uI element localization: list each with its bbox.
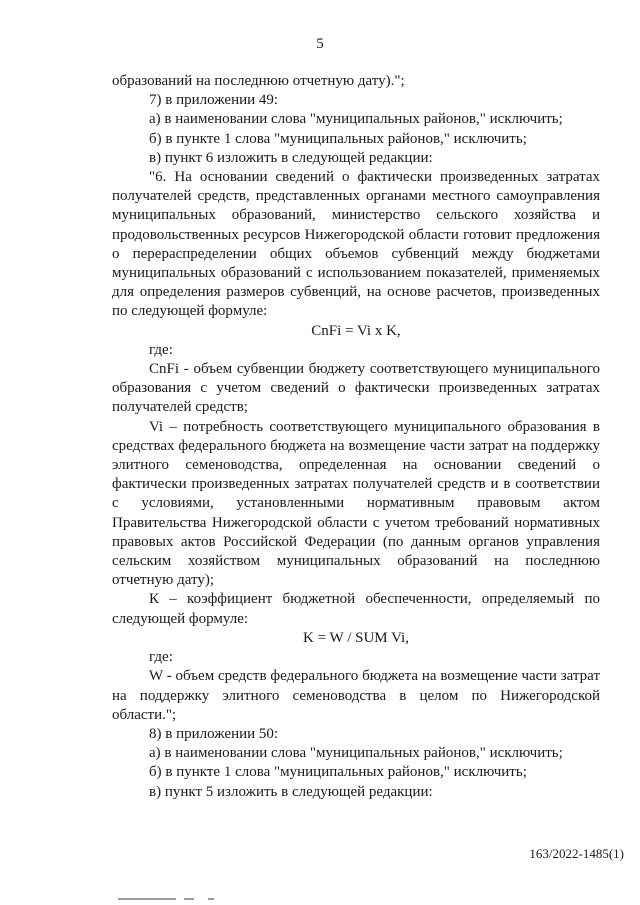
- item-8b: б) в пункте 1 слова "муниципальных районов," исключить;: [149, 764, 527, 781]
- definition-cnfi: CnFi - объем субвенции бюджету соответствующего муниципального образования с учетом сведений о фактически произведенных затратах получателей средств;: [112, 361, 600, 416]
- document-registration-code: 163/2022-1485(1): [529, 846, 624, 861]
- page-number: 5: [316, 36, 324, 52]
- definition-vi: Vi – потребность соответствующего муниципального образования в средствах федерального бюджета на возмещение части затрат на поддержку элитного семеноводства, определенная на основании сведений о фактически произведенных затратах получателей средств и в соответствии с условиями, установленными нормативным правовым актом Правительства Нижегородской области с учетом требований нормативных правовых актов Российской Федерации (по данным органов управления сельским хозяйством муниципальных образований на последнюю отчетную дату);: [112, 418, 600, 589]
- formula-cnfi: CnFi = Vi x K,: [311, 322, 401, 339]
- item-7c: в) пункт 6 изложить в следующей редакции:: [149, 149, 433, 166]
- item-7b: б) в пункте 1 слова "муниципальных районов," исключить;: [149, 130, 527, 147]
- item-7a: а) в наименовании слова "муниципальных районов," исключить;: [149, 111, 563, 128]
- formula-k: K = W / SUM Vi,: [303, 629, 409, 646]
- where-label-1: где:: [149, 341, 173, 358]
- where-label-2: где:: [149, 649, 173, 666]
- document-body: [112, 72, 600, 802]
- clause-6-text: "6. На основании сведений о фактически произведенных затратах получателей средств, представленных органами местного самоуправления муниципальных образований, министерство сельского хозяйства и продовольственных ресурсов Нижегородской области готовит предложения о перераспределении общих объемов субвенций между бюджетами муниципальных образований с использованием показателей, применяемых для определения размеров субвенций, на основе расчетов, произведенных по следующей формуле:: [112, 169, 600, 320]
- item-8a: а) в наименовании слова "муниципальных районов," исключить;: [149, 745, 563, 762]
- definition-w: W - объем средств федерального бюджета на возмещение части затрат на поддержку элитного семеноводства в целом по Нижегородской области.";: [112, 668, 600, 723]
- item-7-heading: 7) в приложении 49:: [149, 92, 279, 109]
- item-8c: в) пункт 5 изложить в следующей редакции:: [149, 783, 433, 800]
- scan-edge-artifact: [0, 898, 640, 902]
- definition-k: К – коэффициент бюджетной обеспеченности, определяемый по следующей формуле:: [112, 591, 600, 627]
- item-8-heading: 8) в приложении 50:: [149, 725, 279, 742]
- paragraph-continuation: образований на последнюю отчетную дату).";: [112, 73, 405, 89]
